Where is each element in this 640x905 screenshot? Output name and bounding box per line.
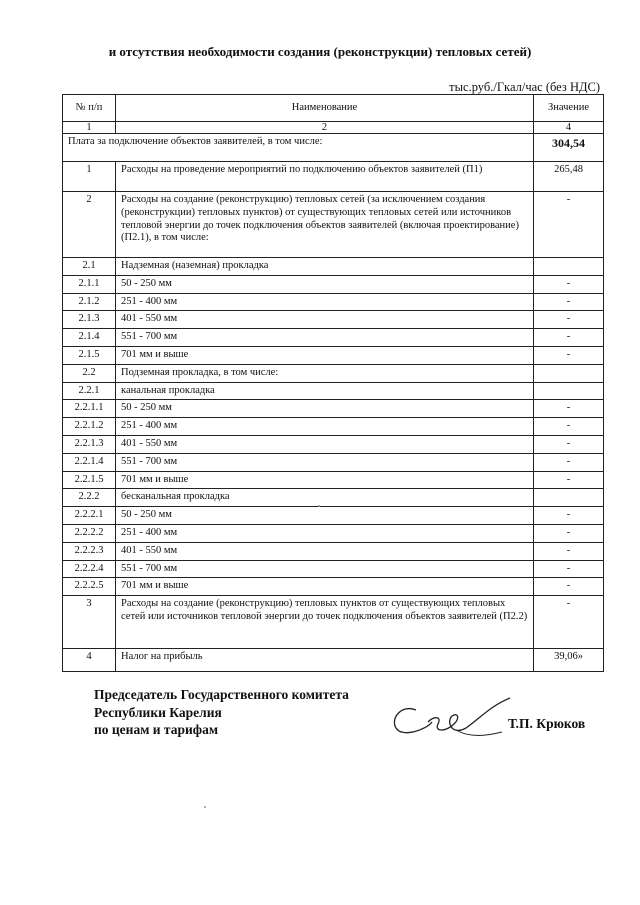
scan-speck [204,806,206,808]
row-value [534,364,604,382]
table-row [63,275,604,293]
row-value: - [534,560,604,578]
row-name: Расходы на создание (реконструкцию) тепловых пунктов от существующих тепловых сетей или источников тепловой энергии до точек подключения объектов заявителей (П2.2) [116,596,534,649]
table-row [63,542,604,560]
row-value: - [534,542,604,560]
row-value [534,258,604,276]
row-name: 50 - 250 мм [116,400,534,418]
table-row [63,649,604,672]
row-value: 39,06» [534,649,604,672]
table-row [63,453,604,471]
row-value [534,489,604,507]
signatory-title-line1: Председатель Государственного комитета [94,687,349,702]
row-number: 2.2.2.4 [63,560,116,578]
table-header-row [63,95,604,122]
row-name: 251 - 400 мм [116,524,534,542]
row-name: 251 - 400 мм [116,293,534,311]
row-value: - [534,471,604,489]
row-value: - [534,435,604,453]
header-num: № п/п [63,95,116,122]
row-number: 2.1.5 [63,346,116,364]
table-body [63,162,604,672]
row-name: 401 - 550 мм [116,435,534,453]
colnum-3: 4 [534,122,604,134]
row-name: 50 - 250 мм [116,275,534,293]
row-value: - [534,400,604,418]
total-label: Плата за подключение объектов заявителей, в том числе: [63,134,534,162]
row-value: - [534,192,604,258]
row-value: - [534,346,604,364]
table-row [63,471,604,489]
table-row [63,162,604,192]
row-name: 50 - 250 мм [116,507,534,525]
table-row [63,311,604,329]
row-name: 251 - 400 мм [116,418,534,436]
row-value: - [534,293,604,311]
row-name: 551 - 700 мм [116,453,534,471]
signatory-title-line3: по ценам и тарифам [94,722,219,737]
row-value: - [534,311,604,329]
row-name: бесканальная прокладка [116,489,534,507]
signer-name: Т.П. Крюков [508,716,586,731]
row-number: 3 [63,596,116,649]
signatory-title-line2: Республики Карелия [94,704,222,720]
table-row [63,596,604,649]
row-number: 2.2.2.1 [63,507,116,525]
row-name: 701 мм и выше [116,346,534,364]
total-value: 304,54 [534,134,604,162]
handwritten-signature [386,692,516,744]
row-name: Налог на прибыль [116,649,534,672]
scan-speck [318,505,320,507]
row-name: канальная прокладка [116,382,534,400]
column-number-row [63,122,604,134]
row-value: 265,48 [534,162,604,192]
row-name: 701 мм и выше [116,471,534,489]
row-name: Расходы на проведение мероприятий по подключению объектов заявителей (П1) [116,162,534,192]
row-number: 2.2.1.2 [63,418,116,436]
units-caption: тыс.руб./Гкал/час (без НДС) [449,80,600,94]
row-name: 401 - 550 мм [116,311,534,329]
total-row [63,134,604,162]
row-name: Надземная (наземная) прокладка [116,258,534,276]
colnum-2: 2 [116,122,534,134]
row-number: 2.1 [63,258,116,276]
row-value: - [534,418,604,436]
row-value: - [534,507,604,525]
row-number: 2.2.1.4 [63,453,116,471]
row-number: 2 [63,192,116,258]
row-value: - [534,275,604,293]
row-value: - [534,453,604,471]
signature-block [94,686,349,739]
header-name: Наименование [116,95,534,122]
row-name: 401 - 550 мм [116,542,534,560]
row-value: - [534,578,604,596]
row-name: Расходы на создание (реконструкцию) тепловых сетей (за исключением создания (реконструкции) тепловых пунктов) от существующих тепловых сетей или источников тепловой энергии до точек подключения объектов заявителей (включая проектирование) (П2.1), в том числе: [116,192,534,258]
row-number: 2.2.1.5 [63,471,116,489]
row-name: 701 мм и выше [116,578,534,596]
header-value: Значение [534,95,604,122]
table-row [63,329,604,347]
table-row [63,192,604,258]
row-number: 2.1.3 [63,311,116,329]
row-number: 2.2.1.3 [63,435,116,453]
table-row [63,400,604,418]
row-number: 2.2.2.3 [63,542,116,560]
row-name: 551 - 700 мм [116,560,534,578]
table-row [63,560,604,578]
table-row [63,507,604,525]
row-value: - [534,596,604,649]
row-number: 2.2.2.5 [63,578,116,596]
table-row [63,489,604,507]
row-name: 551 - 700 мм [116,329,534,347]
colnum-1: 1 [63,122,116,134]
row-number: 4 [63,649,116,672]
row-number: 1 [63,162,116,192]
fee-table [62,94,604,672]
document-heading: и отсутствия необходимости создания (реконструкции) тепловых сетей) [108,44,532,59]
table-row [63,524,604,542]
table-row [63,578,604,596]
row-number: 2.1.1 [63,275,116,293]
row-name: Подземная прокладка, в том числе: [116,364,534,382]
row-number: 2.2.1 [63,382,116,400]
table-row [63,346,604,364]
row-number: 2.2.2 [63,489,116,507]
row-number: 2.1.4 [63,329,116,347]
row-number: 2.2.2.2 [63,524,116,542]
table-row [63,293,604,311]
row-number: 2.1.2 [63,293,116,311]
row-number: 2.2.1.1 [63,400,116,418]
row-value [534,382,604,400]
table-row [63,258,604,276]
row-number: 2.2 [63,364,116,382]
row-value: - [534,524,604,542]
table-row [63,364,604,382]
table-row [63,418,604,436]
row-value: - [534,329,604,347]
table-row [63,435,604,453]
table-row [63,382,604,400]
